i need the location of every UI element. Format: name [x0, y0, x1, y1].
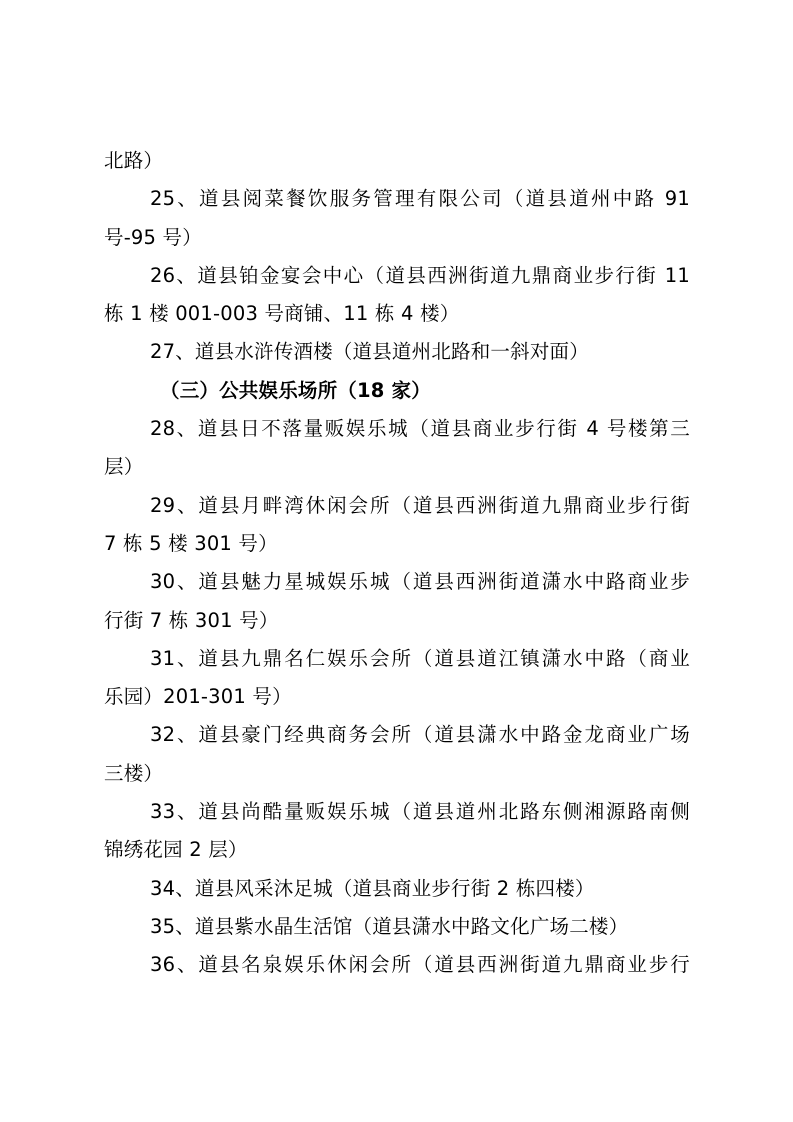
list-item-28: 28、道县日不落量贩娱乐城（道县商业步行街 4 号楼第三: [150, 417, 690, 441]
list-item-29-continuation: 7 栋 5 楼 301 号）: [104, 531, 278, 555]
list-item-27: 27、道县水浒传酒楼（道县道州北路和一斜对面）: [150, 340, 589, 364]
list-item-26: 26、道县铂金宴会中心（道县西洲街道九鼎商业步行街 11: [150, 263, 690, 287]
list-item-33: 33、道县尚酷量贩娱乐城（道县道州北路东侧湘源路南侧: [150, 800, 690, 824]
list-item-30-continuation: 行街 7 栋 301 号）: [104, 608, 279, 632]
document-body: [104, 142, 704, 985]
list-item-35: 35、道县紫水晶生活馆（道县潇水中路文化广场二楼）: [150, 914, 629, 938]
text-line-continuation: 北路）: [104, 149, 164, 172]
list-item-32-continuation: 三楼）: [104, 761, 164, 785]
section-heading: （三）公共娱乐场所（18 家）: [160, 378, 431, 402]
list-item-31-continuation: 乐园）201-301 号）: [104, 685, 292, 709]
list-item-28-continuation: 层）: [104, 455, 144, 479]
list-item-32: 32、道县豪门经典商务会所（道县潇水中路金龙商业广场: [150, 723, 690, 747]
list-item-31: 31、道县九鼎名仁娱乐会所（道县道江镇潇水中路（商业: [150, 646, 690, 670]
list-item-30: 30、道县魅力星城娱乐城（道县西洲街道潇水中路商业步: [150, 570, 690, 594]
list-item-26-continuation: 栋 1 楼 001-003 号商铺、11 栋 4 楼）: [104, 302, 460, 326]
list-item-36: 36、道县名泉娱乐休闲会所（道县西洲街道九鼎商业步行: [150, 953, 690, 977]
list-item-33-continuation: 锦绣花园 2 层）: [104, 838, 248, 862]
list-item-25: 25、道县阅菜餐饮服务管理有限公司（道县道州中路 91: [150, 187, 690, 211]
list-item-25-continuation: 号-95 号）: [104, 225, 202, 249]
list-item-34: 34、道县风采沐足城（道县商业步行街 2 栋四楼）: [150, 876, 595, 900]
list-item-29: 29、道县月畔湾休闲会所（道县西洲街道九鼎商业步行街: [150, 493, 690, 517]
